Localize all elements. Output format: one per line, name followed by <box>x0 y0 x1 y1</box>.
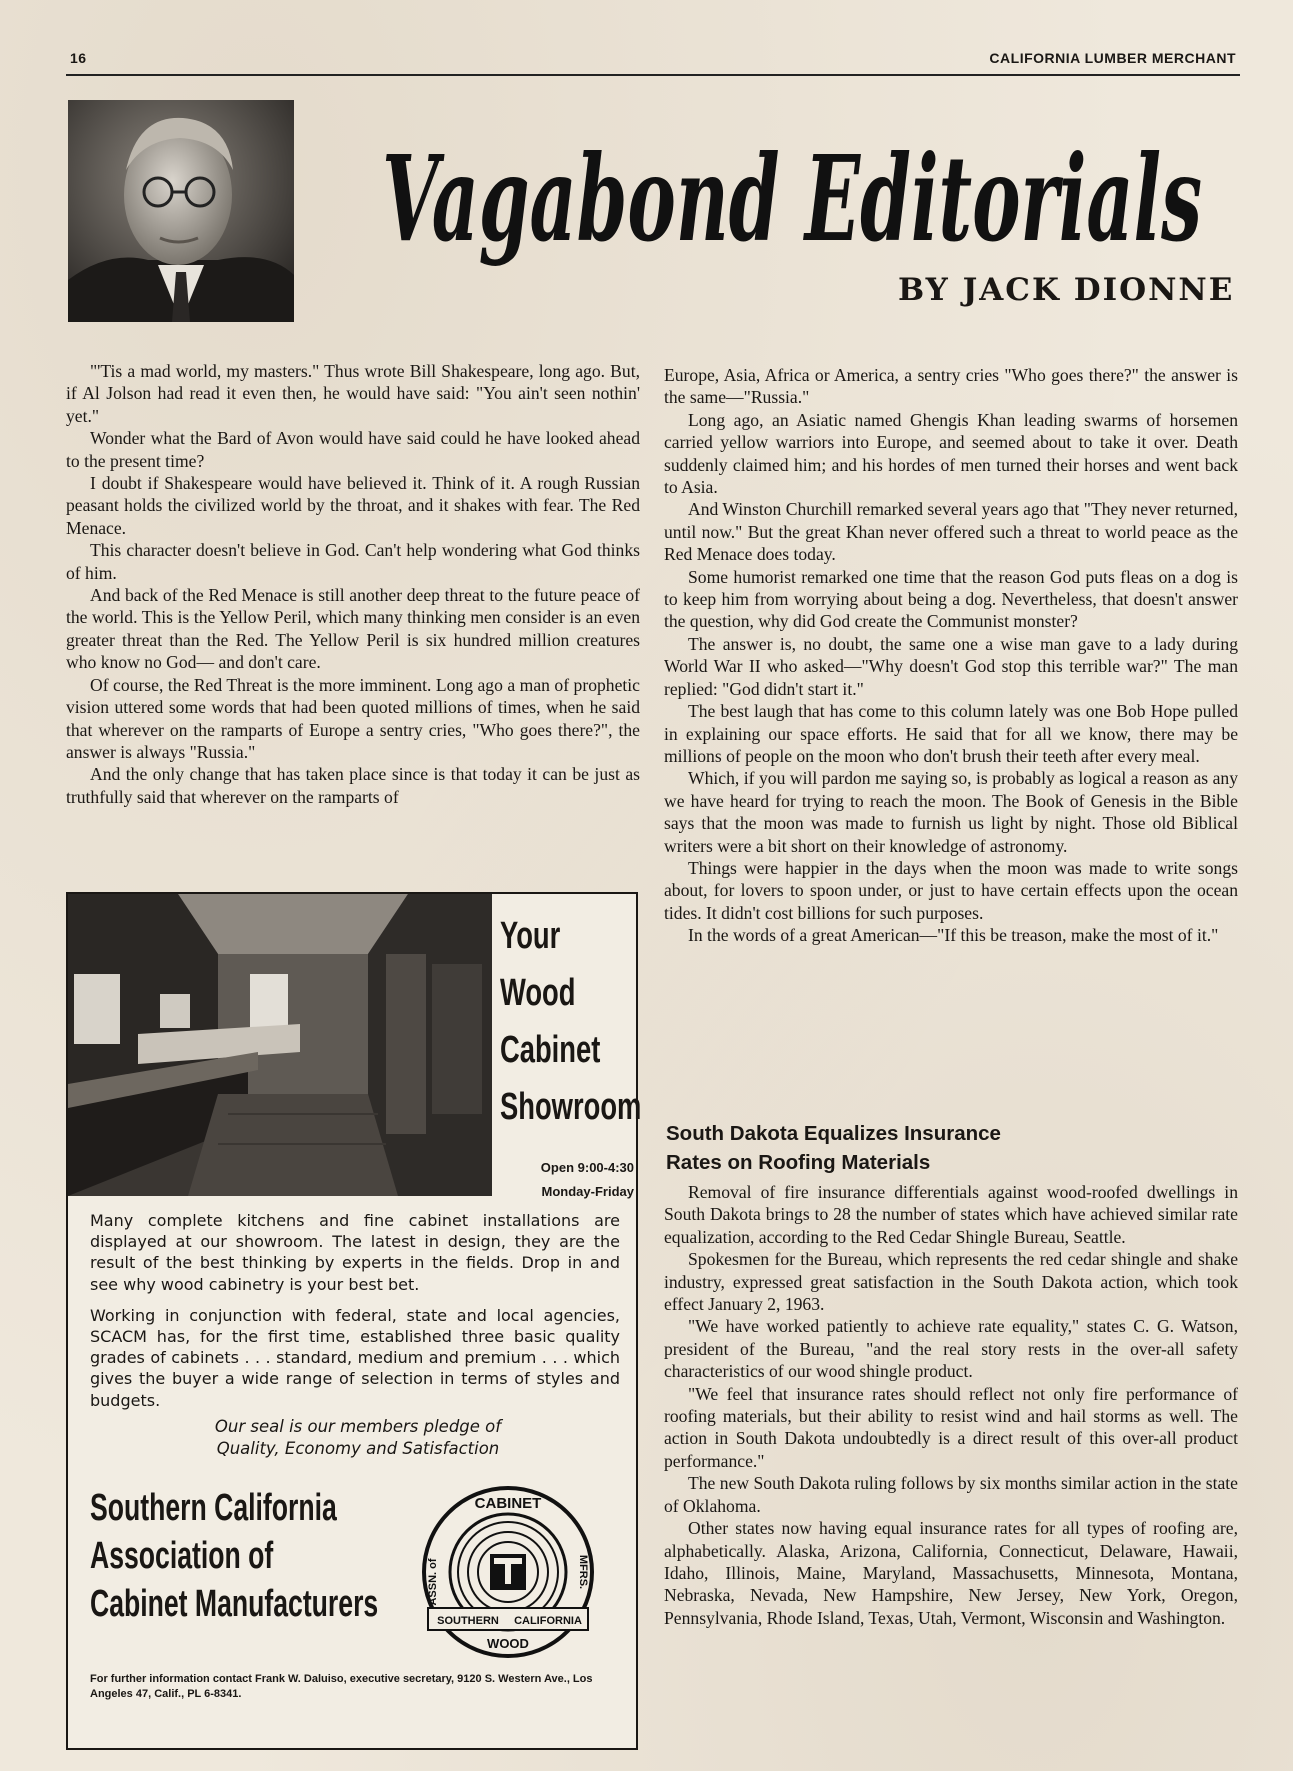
editorial-paragraph: Some humorist remarked one time that the reason God puts fleas on a dog is to keep him from worrying about being a dog. Nevertheless, that doesn't answer the question, why did God create the Communist monster? <box>664 566 1238 632</box>
seal-bottom-text: WOOD <box>487 1636 529 1651</box>
ad-side-line: Wood <box>500 972 576 1014</box>
seal-right-text: MFRS. <box>577 1554 589 1590</box>
ad-contact-info: For further information contact Frank W. Daluiso, executive secretary, 9120 S. Western Ave., Los Angeles 47, Calif., PL 6-8341. <box>90 1673 593 1700</box>
seal-southern-text: SOUTHERN <box>437 1615 499 1627</box>
editorial-paragraph: The best laugh that has come to this column lately was one Bob Hope pulled in explaining our space efforts. He said that for all we know, there may be millions of people on the moon who don't brush their teeth after every meal. <box>664 701 1238 766</box>
editorial-paragraph: Long ago, an Asiatic named Ghengis Khan leading swarms of horsemen carried yellow warriors into Europe, and seemed about to take it over. Death suddenly claimed him; and his hordes of men turned their horses and went back to Asia. <box>664 409 1238 498</box>
ad-body <box>90 1210 620 1421</box>
cabinet-advertisement <box>66 892 642 1750</box>
editorial-column-left <box>66 360 640 808</box>
ad-paragraph: Working in conjunction with federal, state and local agencies, SCACM has, for the first time, established three basic quality grades of cabinets . . . standard, medium and premium . . . which gives the buyer a wide range of selection in terms of styles and budgets. <box>90 1305 620 1410</box>
page-header <box>66 46 1240 76</box>
page-number: 16 <box>70 50 87 66</box>
ad-hours-time: Open 9:00-4:30 <box>540 1160 634 1175</box>
seal-top-text: CABINET <box>474 1495 542 1512</box>
byline: BY JACK DIONNE <box>898 272 1235 308</box>
article-paragraph: Spokesmen for the Bureau, which represents the red cedar shingle and shake industry, expressed great satisfaction in the South Dakota action, which took effect January 2, 1963. <box>664 1249 1238 1315</box>
ad-org-line: Southern California <box>90 1487 337 1529</box>
article-headline-line: South Dakota Equalizes Insurance <box>666 1122 1001 1145</box>
ad-org-line: Association of <box>90 1535 274 1577</box>
author-portrait <box>68 100 294 322</box>
editorial-paragraph: I doubt if Shakespeare would have believed it. Think of it. A rough Russian peasant holds the civilized world by the throat, and it shakes with fear. The Red Menace. <box>66 473 640 538</box>
ad-pledge-line: Quality, Economy and Satisfaction <box>216 1439 500 1458</box>
editorial-column-right <box>664 364 1238 947</box>
editorial-paragraph: The answer is, no doubt, the same one a wise man gave to a lady during World War II who asked—"Why doesn't God stop this terrible war?" The man replied: "God didn't start it." <box>664 633 1238 699</box>
editorial-paragraph: And Winston Churchill remarked several years ago that "They never returned, until now." But the great Khan never offered such a threat to world peace as the Red Menace does today. <box>664 499 1238 565</box>
ad-side-title <box>500 908 642 1136</box>
publication-name: CALIFORNIA LUMBER MERCHANT <box>989 50 1236 66</box>
ad-paragraph: Many complete kitchens and fine cabinet installations are displayed at our showroom. The latest in design, they are the result of the best thinking by experts in the fields. Drop in and see why wood cabinetry is your best bet. <box>90 1211 620 1294</box>
ad-hours-days: Monday-Friday <box>541 1184 634 1199</box>
article-paragraph: "We have worked patiently to achieve rate equality," states C. G. Watson, president of the Bureau, "and the real story rests in the over-all safety characteristics of our wood shingle product. <box>664 1316 1238 1382</box>
editorial-paragraph: Of course, the Red Threat is the more imminent. Long ago a man of prophetic vision uttered some words that had been quoted millions of times, when he said that wherever on the ramparts of Europe a sentry cries, "Who goes there?", the answer is always "Russia." <box>66 674 640 762</box>
editorial-paragraph: This character doesn't believe in God. Can't help wondering what God thinks of him. <box>66 540 640 583</box>
editorial-paragraph: Europe, Asia, Africa or America, a sentry cries "Who goes there?" the answer is the same—"Russia." <box>664 365 1238 408</box>
ad-pledge-line: Our seal is our members pledge of <box>214 1417 502 1436</box>
editorial-paragraph: Wonder what the Bard of Avon would have said could he have looked ahead to the present time? <box>66 428 640 471</box>
ad-org-line: Cabinet Manufacturers <box>90 1583 379 1625</box>
masthead-title-text: Vagabond Editorials <box>382 129 1202 268</box>
news-article <box>664 1095 1238 1629</box>
kitchen-photo <box>68 894 492 1196</box>
ad-hours <box>504 1156 634 1204</box>
masthead-title <box>372 110 1232 290</box>
article-headline-line: Rates on Roofing Materials <box>666 1151 931 1174</box>
ad-side-line: Showroom <box>500 1086 642 1128</box>
article-paragraph: Other states now having equal insurance rates for all types of roofing are, alphabetically. Alaska, Arizona, California, Connecticut, Delaware, Hawaii, Idaho, Illinois, Maine, Maryland, Massachusetts, Minnesota, Montana, Nebraska, Nevada, New Hampshire, New Jersey, New York, Oregon, Pennsylvania, Rhode Island, Texas, Utah, Vermont, Wisconsin and Washington. <box>664 1518 1238 1628</box>
article-headline <box>666 1119 1238 1177</box>
article-paragraph: Removal of fire insurance differentials against wood-roofed dwellings in South Dakota brings to 28 the number of states which have achieved similar rate equalization, according to the Red Cedar Shingle Bureau, Seattle. <box>664 1182 1238 1247</box>
article-paragraph: The new South Dakota ruling follows by six months similar action in the state of Oklahoma. <box>664 1473 1238 1516</box>
editorial-paragraph: "'Tis a mad world, my masters." Thus wrote Bill Shakespeare, long ago. But, if Al Jolson had read it even then, he would have said: "You ain't seen nothin' yet." <box>66 361 640 426</box>
association-seal <box>420 1484 596 1660</box>
editorial-paragraph: Which, if you will pardon me saying so, is probably as logical a reason as any we have heard for trying to reach the moon. The Book of Genesis in the Bible says that the moon was made to furnish us light by night. Those old Biblical writers were a bit short on their knowledge of astronomy. <box>664 768 1238 856</box>
article-paragraph: "We feel that insurance rates should reflect not only fire performance of roofing materials, but their ability to resist wind and hail storms as well. The action in South Dakota undoubtedly is a direct result of this over-all product performance." <box>664 1383 1238 1471</box>
editorial-paragraph: In the words of a great American—"If this be treason, make the most of it." <box>688 925 1219 946</box>
ad-side-line: Your <box>500 915 561 957</box>
ad-organization-name <box>90 1484 379 1628</box>
editorial-paragraph: And back of the Red Menace is still another deep threat to the future peace of the world. This is the Yellow Peril, which many thinking men consider is an even greater threat than the Red. The Yellow Peril is six hundred million creatures who know no God— and don't care. <box>66 585 640 673</box>
editorial-paragraph: Things were happier in the days when the moon was made to write songs about, for lovers to spoon under, or just to have certain effects upon the ocean tides. It didn't cost billions for such purposes. <box>664 857 1238 923</box>
seal-left-text: ASSN. of <box>427 1558 439 1606</box>
ad-pledge <box>168 1416 548 1460</box>
editorial-paragraph: And the only change that has taken place since is that today it can be just as truthfully said that wherever on the ramparts of <box>66 764 640 807</box>
seal-california-text: CALIFORNIA <box>514 1615 582 1627</box>
ad-side-line: Cabinet <box>500 1029 601 1071</box>
